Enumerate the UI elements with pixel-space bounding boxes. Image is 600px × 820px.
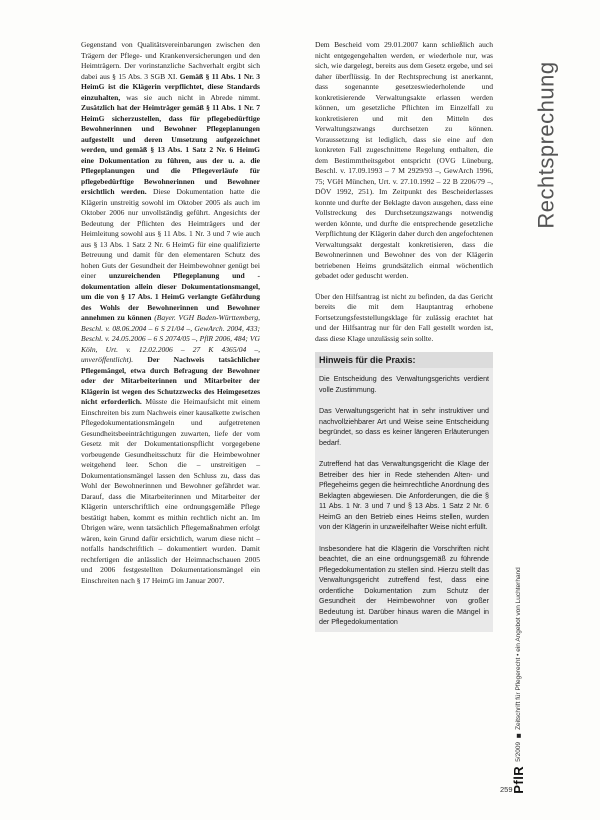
left-paragraph bbox=[81, 40, 260, 586]
practice-note-paragraph: Das Verwaltungsgericht hat in sehr instruktiver und nachvollziehbarer Art und Weise seine Entscheidung begründet, so dass es keiner längeren Erläuterungen bedarf. bbox=[319, 407, 489, 447]
practice-note-box bbox=[315, 368, 493, 632]
right-text-column bbox=[315, 40, 493, 632]
practice-note-paragraph: Zutreffend hat das Verwaltungsgericht die Klage der Betreiber des hier in Rede stehenden Alten- und Pflegeheims gegen die heimrechtliche Anordnung des Beklagten abgewiesen. Die Anforderungen, die die § 11 Abs. 1 Nr. 3 und 7 und § 13 Abs. 1 Satz 2 Nr. 6 HeimG an den Betrieb eines Heims stellen, wurden von der Klägerin in unzweifelhafter Weise nicht erfüllt. bbox=[319, 460, 489, 531]
journal-logo: PflR bbox=[510, 765, 526, 794]
citation-text-run: (Bayer. VGH Baden-Württemberg, Beschl. v. 08.06.2004 – 6 S 21/04 –, GewArch. 2004, 433; Beschl. v. 24.05.2006 – 6 S 2074/05 –, PflR 2006, 484; VG Köln, Urt. v. 12.02.2006 – 27 K 4365/04 –, unveröffentlicht). bbox=[81, 313, 261, 364]
practice-note-paragraph: Die Entscheidung des Verwaltungsgerichts verdient volle Zustimmung. bbox=[319, 375, 489, 394]
bold-text-run: Zusätzlich hat der Heimträger gemäß § 11 Abs. 1 Nr. 7 HeimG sicherzustellen, dass für pflegebedürftige Bewohnerinnen und Bewohner Pflegeplanungen aufgestellt und deren Umsetzung aufgezeichnet werden, und gemäß § 13 Abs. 1 Satz 2 Nr. 6 HeimG eine Dokumentation zu führen, aus der u. a. die Pflegeplanungen und die Pflegeverläufe für pflegebedürftige Bewohnerinnen und Bewohner ersichtlich werden. bbox=[81, 103, 260, 196]
text-run: was sie auch nicht in Abrede nimmt. bbox=[120, 92, 260, 102]
text-run: Müsste die Heimaufsicht mit einem Einschreiten bis zum Nachweis einer kausalkette zwischen Pflegedokumentationsmängeln und aufgetretenen Gesundheitsbeeinträchtigungen zuwarten, liefe der vom Gesetz mit der Dokumentationspflicht vorgegebene vorbeugende Gesundheitsschutz für die Heimbewohner weitgehend leer. Schon die – unstreitigen – Dokumentationsmängel lassen den Schluss zu, dass das Wohl der Bewohnerinnen und Bewohner gefährdet war. Darauf, dass die Mitarbeiterinnen und Mitarbeiter der Klägerin unterschriftlich eine ordnungsgemäße Pflege bestätigt haben, kommt es mithin rechtlich nicht an. Im Übrigen wäre, wenn tatsächlich Pflegemaßnahmen erfolgt wären, kein Grund dafür ersichtlich, warum diese nicht – notfalls handschriftlich – dokumentiert wurden. Damit rechtfertigen die anlässlich der Heimnachschauen 2005 und 2006 festgestellten Dokumentationsmängel ein Einschreiten nach § 17 HeimG im Januar 2007. bbox=[81, 397, 260, 585]
section-title: Rechtsprechung bbox=[534, 61, 559, 229]
right-paragraph-1 bbox=[315, 40, 493, 282]
text-run: Über den Hilfsantrag ist nicht zu befinden, da das Gericht bereits die mit dem Hauptantrag erhobene Fortsetzungsfeststellungsklage für zulässig erachtet hat und der Hilfsantrag nur für den Fall gestellt worden ist, dass diese Klage unzulässig sein sollte. bbox=[315, 291, 493, 343]
practice-note-heading: Hinweis für die Praxis: bbox=[315, 352, 493, 368]
right-paragraph-2 bbox=[315, 292, 493, 345]
journal-publisher: Zeitschrift für Pflegerecht • ein Angebot von Luchterhand bbox=[514, 566, 522, 730]
practice-note-paragraph: Insbesondere hat die Klägerin die Vorschriften nicht beachtet, die an eine ordnungsgemäß zu führende Pflegedokumentation zu stellen sind. Hierzu stellt das Verwaltungsgericht zutreffend fest, dass eine ordentliche Dokumentation zum Schutz der Gesundheit der Heimbewohner von großer Bedeutung ist. Darüber hinaus waren die Mängel in der Pflegedokumentation bbox=[319, 544, 489, 626]
text-run: Gegenstand von Qualitätsvereinbarungen zwischen den Trägern der Pflege- und Krankenversicherungen und den Heimträgern. Der vorinstanzliche Sachverhalt ergibt sich dabei aus § 15 Abs. 3 SGB XI. bbox=[81, 40, 260, 81]
text-run: Diese Dokumentation hatte die Klägerin unstreitig sowohl im Oktober 2005 als auch im Oktober 2006 nur unvollständig geführt. Angesichts der Bedeutung der Pflichten des Heimträgers und der Heimleitung sowohl aus § 11 Abs. 1 Nr. 3 und 7 wie auch aus § 13 Abs. 1 Satz 2 Nr. 6 HeimG für eine qualifizierte Betreuung und damit für den elementaren Schutz des hohen Guts der Gesundheit der Heimbewohner genügt bei einer bbox=[81, 187, 260, 280]
page-number: 259 bbox=[500, 785, 513, 794]
bold-text-run: Der Nachweis tatsächlicher Pflegemängel, etwa durch Befragung der Bewohner oder der Mitarbeiterinnen und Mitarbeiter der Klägerin ist wegen des Schutzzwecks des Heimgesetzes nicht erforderlich. bbox=[81, 355, 260, 406]
section-title-vertical bbox=[522, 40, 572, 250]
journal-issue: 5/2009 bbox=[514, 741, 522, 762]
bold-text-run: Gemäß § 11 Abs. 1 Nr. 3 HeimG ist die Klägerin verpflichtet, diese Standards einzuhalten, bbox=[81, 71, 260, 102]
bold-text-run: unzureichenden Pflegeplanung und -dokumentation allein dieser Dokumentationsmangel, um die von § 17 Abs. 1 HeimG verlangte Gefährdung des Wohls der Bewohnerinnen und Bewohner annehmen zu können bbox=[81, 271, 260, 322]
left-text-column bbox=[81, 40, 260, 586]
text-run: Dem Bescheid vom 29.01.2007 kann schließlich auch nicht entgegengehalten werden, er wiederhole nur, was sich, wie dargelegt, bereits aus dem Gesetz ergebe, und sei daher überflüssig. In der Rechtsprechung ist anerkannt, dass sogenannte gesetzeswiederholende und konkretisierende Verwaltungsakte erlassen werden können, um gesetzliche Pflichten im Einzelfall zu konkretisieren und mit den Mitteln des Verwaltungszwangs durchsetzen zu können. Voraussetzung ist lediglich, dass sie eine auf den konkreten Fall zugeschnittene Regelung enthalten, die dem Bestimmtheitsgebot entspricht (OVG Lüneburg, Beschl. v. 17.09.1993 – 7 M 2929/93 –, GewArch 1996, 75; VGH München, Urt. v. 27.10.1992 – 22 B 2206/79 –, DÖV 1992, 251). Im Zeitpunkt des Bescheiderlasses konnte und durfte der Beklagte davon ausgehen, dass eine Vollstreckung des Durchsetzungszwangs notwendig werden könnte, und durfte die entsprechende gesetzliche Verpflichtung der Klägerin daher durch den angefochtenen Verwaltungsakt dergestalt konkretisieren, dass die Bewohnerinnen und Bewohner des von der Klägerin betriebenen Heims grundsätzlich einmal wöchentlich gebadet oder geduscht werden. bbox=[315, 40, 493, 280]
separator-square-icon bbox=[516, 733, 520, 737]
